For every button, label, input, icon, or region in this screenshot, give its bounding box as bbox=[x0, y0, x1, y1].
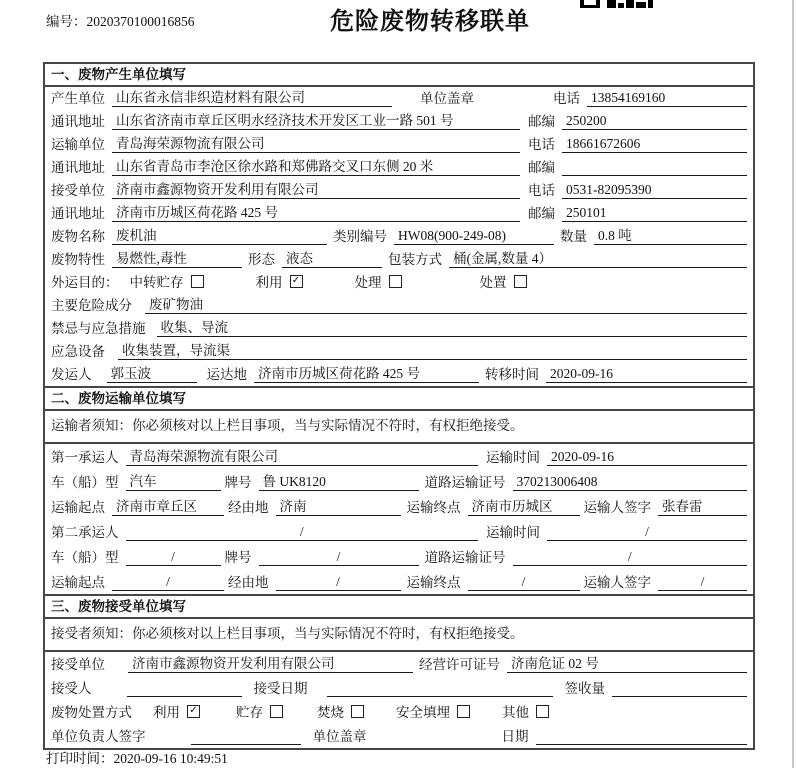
field-value: 液态 bbox=[282, 250, 382, 268]
field-value: 易燃性,毒性 bbox=[112, 250, 242, 268]
field-label: 形态 bbox=[248, 252, 275, 267]
field-label: 运输起点 bbox=[51, 575, 105, 590]
field-label: 通讯地址 bbox=[51, 206, 105, 221]
field-label: 单位盖章 bbox=[420, 91, 474, 106]
field-value: 青岛海荣源物流有限公司 bbox=[126, 448, 479, 466]
field-label: 运输时间 bbox=[486, 525, 540, 540]
field-value: 郭玉波 bbox=[107, 365, 197, 383]
checkbox-unchecked-icon bbox=[270, 705, 283, 718]
field-value: 250200 bbox=[562, 112, 747, 130]
field-value: 废矿物油 bbox=[145, 296, 747, 314]
field-value bbox=[191, 728, 301, 745]
field-label: 牌号 bbox=[224, 550, 252, 565]
form-row bbox=[45, 652, 753, 676]
form-row bbox=[45, 87, 753, 110]
checkbox-unchecked-icon bbox=[191, 275, 204, 288]
field-value: / bbox=[468, 573, 580, 591]
field-label: 转移时间 bbox=[485, 367, 539, 382]
field-label: 邮编 bbox=[528, 114, 555, 129]
field-value: 2020-09-16 bbox=[547, 448, 747, 466]
field-label: 产生单位 bbox=[51, 91, 105, 106]
field-label: 发运人 bbox=[51, 367, 92, 382]
field-label: 经由地 bbox=[228, 500, 269, 515]
field-label: 接受单位 bbox=[51, 183, 105, 198]
checkbox-checked-icon: ✓ bbox=[187, 705, 200, 718]
field-label: 主要危险成分 bbox=[51, 298, 132, 313]
field-value: 济南危证 02 号 bbox=[507, 655, 747, 673]
field-label: 运输人签字 bbox=[583, 575, 651, 590]
field-label: 通讯地址 bbox=[51, 114, 105, 129]
field-label: 接受单位 bbox=[51, 657, 105, 672]
field-label: 处理 bbox=[354, 275, 382, 290]
form-row bbox=[45, 156, 753, 179]
form-row bbox=[45, 294, 753, 317]
field-label: 运输人签字 bbox=[583, 500, 651, 515]
field-label: 运输起点 bbox=[51, 500, 105, 515]
field-label: 单位负责人签字 bbox=[51, 729, 146, 744]
field-label: 废物名称 bbox=[51, 229, 105, 244]
field-label: 运输终点 bbox=[406, 575, 461, 590]
field-label: 运输时间 bbox=[486, 450, 540, 465]
form-row bbox=[45, 271, 753, 294]
form-table bbox=[43, 62, 755, 750]
form-row bbox=[45, 317, 753, 340]
field-label: 电话 bbox=[528, 137, 555, 152]
field-label: 废物特性 bbox=[51, 252, 105, 267]
field-value: 13854169160 bbox=[587, 89, 747, 107]
form-row bbox=[45, 544, 753, 569]
field-value: / bbox=[547, 523, 747, 541]
field-label: 接受人 bbox=[51, 681, 92, 696]
field-value: 济南市鑫源物资开发利用有限公司 bbox=[128, 655, 413, 673]
field-label: 道路运输证号 bbox=[424, 475, 506, 490]
field-value: 桶(金属,数量 4） bbox=[449, 250, 747, 268]
field-label: 牌号 bbox=[224, 475, 252, 490]
field-label: 利用 bbox=[255, 275, 283, 290]
print-time-label: 打印时间： bbox=[46, 751, 114, 766]
field-label: 道路运输证号 bbox=[424, 550, 506, 565]
field-value: 青岛海荣源物流有限公司 bbox=[112, 135, 520, 153]
field-value: / bbox=[276, 573, 401, 591]
field-label: 其他 bbox=[502, 705, 529, 720]
form-row bbox=[45, 519, 753, 544]
field-value: / bbox=[112, 573, 224, 591]
form-row bbox=[45, 469, 753, 494]
field-value: 济南市历城区荷花路 425 号 bbox=[254, 365, 479, 383]
form-title: 危险废物转移联单 bbox=[330, 9, 530, 35]
field-value: / bbox=[259, 548, 419, 566]
field-label: 邮编 bbox=[528, 206, 555, 221]
field-label: 数量 bbox=[560, 229, 587, 244]
checkbox-unchecked-icon bbox=[514, 275, 527, 288]
field-label: 禁忌与应急措施 bbox=[51, 321, 146, 336]
field-value: 0.8 吨 bbox=[594, 227, 747, 245]
field-label: 包装方式 bbox=[388, 252, 442, 267]
print-time bbox=[46, 747, 228, 767]
form-row bbox=[45, 179, 753, 202]
field-label: 处置 bbox=[479, 275, 507, 290]
form-row bbox=[45, 110, 753, 133]
checkbox-unchecked-icon bbox=[389, 275, 402, 288]
page-edge-line bbox=[792, 0, 794, 768]
field-value bbox=[327, 680, 553, 697]
section-1 bbox=[45, 64, 753, 386]
form-row bbox=[45, 700, 753, 724]
field-value: / bbox=[513, 548, 748, 566]
field-value: 济南 bbox=[276, 498, 401, 516]
field-value: 0531-82095390 bbox=[562, 181, 747, 199]
doc-number-label: 编号： bbox=[46, 14, 87, 29]
field-label: 第一承运人 bbox=[51, 450, 119, 465]
form-row bbox=[45, 569, 753, 594]
field-value: 济南市鑫源物资开发利用有限公司 bbox=[112, 181, 520, 199]
section-3 bbox=[45, 594, 753, 748]
notice-text: 接受者须知：你必须核对以上栏目事项，当与实际情况不符时，有权拒绝接受。 bbox=[45, 619, 753, 652]
form-row bbox=[45, 225, 753, 248]
field-label: 经营许可证号 bbox=[419, 657, 500, 672]
field-label: 安全填埋 bbox=[396, 705, 450, 720]
field-label: 应急设备 bbox=[51, 344, 105, 359]
field-label: 贮存 bbox=[236, 705, 263, 720]
field-value: / bbox=[658, 573, 747, 591]
field-label: 车（船）型 bbox=[51, 550, 119, 565]
field-label: 焚烧 bbox=[317, 705, 344, 720]
field-value: / bbox=[126, 548, 221, 566]
form-row bbox=[45, 133, 753, 156]
field-value bbox=[536, 728, 748, 745]
field-label: 单位盖章 bbox=[312, 729, 367, 744]
field-value bbox=[562, 159, 747, 176]
field-value: 370213006408 bbox=[513, 473, 748, 491]
field-value: 汽车 bbox=[126, 473, 221, 491]
field-label: 外运目的： bbox=[51, 275, 119, 290]
field-label: 日期 bbox=[501, 729, 529, 744]
checkbox-unchecked-icon bbox=[351, 705, 364, 718]
field-label: 第二承运人 bbox=[51, 525, 119, 540]
checkbox-unchecked-icon bbox=[457, 705, 470, 718]
field-label: 接受日期 bbox=[253, 681, 308, 696]
field-value: 废机油 bbox=[112, 227, 327, 245]
field-label: 利用 bbox=[153, 705, 180, 720]
field-value: 收集装置，导流渠 bbox=[118, 342, 747, 360]
field-label: 运输终点 bbox=[406, 500, 461, 515]
form-row bbox=[45, 676, 753, 700]
field-value: 济南市章丘区 bbox=[112, 498, 224, 516]
section-heading: 一、废物产生单位填写 bbox=[45, 64, 753, 87]
field-value: / bbox=[126, 523, 479, 541]
checkbox-unchecked-icon bbox=[536, 705, 549, 718]
field-value: 山东省永信非织造材料有限公司 bbox=[112, 89, 392, 107]
doc-number-value: 2020370100016856 bbox=[86, 14, 195, 29]
field-label: 车（船）型 bbox=[51, 475, 119, 490]
field-value: 山东省青岛市李沧区徐水路和郑佛路交叉口东侧 20 米 bbox=[112, 158, 520, 176]
form-row bbox=[45, 248, 753, 271]
field-value: 济南市历城区 bbox=[468, 498, 580, 516]
field-label: 签收量 bbox=[564, 681, 605, 696]
field-label: 运输单位 bbox=[51, 137, 105, 152]
field-value bbox=[612, 680, 747, 697]
form-row bbox=[45, 340, 753, 363]
field-value: 济南市历城区荷花路 425 号 bbox=[112, 204, 520, 222]
form-row bbox=[45, 724, 753, 748]
form-row bbox=[45, 202, 753, 225]
form-row bbox=[45, 363, 753, 386]
field-value: 250101 bbox=[562, 204, 747, 222]
form-row bbox=[45, 494, 753, 519]
field-label: 中转贮存 bbox=[129, 275, 184, 290]
field-value: 2020-09-16 bbox=[546, 365, 747, 383]
notice-text: 运输者须知：你必须核对以上栏目事项，当与实际情况不符时，有权拒绝接受。 bbox=[45, 411, 753, 444]
field-value: 收集、导流 bbox=[157, 319, 748, 337]
checkbox-checked-icon: ✓ bbox=[290, 275, 303, 288]
field-value: 鲁 UK8120 bbox=[259, 473, 419, 491]
section-heading: 二、废物运输单位填写 bbox=[45, 388, 753, 411]
field-label: 通讯地址 bbox=[51, 160, 105, 175]
field-label: 类别编号 bbox=[333, 229, 387, 244]
field-value: HW08(900-249-08) bbox=[394, 227, 554, 245]
field-label: 电话 bbox=[553, 91, 580, 106]
section-heading: 三、废物接受单位填写 bbox=[45, 596, 753, 619]
field-label: 经由地 bbox=[228, 575, 269, 590]
field-label: 废物处置方式 bbox=[51, 705, 132, 720]
field-label: 邮编 bbox=[528, 160, 555, 175]
print-time-value: 2020-09-16 10:49:51 bbox=[113, 751, 228, 766]
field-label: 运达地 bbox=[206, 367, 247, 382]
field-value bbox=[127, 680, 242, 697]
form-row bbox=[45, 444, 753, 469]
section-2 bbox=[45, 386, 753, 594]
field-label: 电话 bbox=[528, 183, 555, 198]
field-value: 张春雷 bbox=[658, 498, 747, 516]
field-value: 18661672606 bbox=[562, 135, 747, 153]
field-value: 山东省济南市章丘区明水经济技术开发区工业一路 501 号 bbox=[112, 112, 520, 130]
